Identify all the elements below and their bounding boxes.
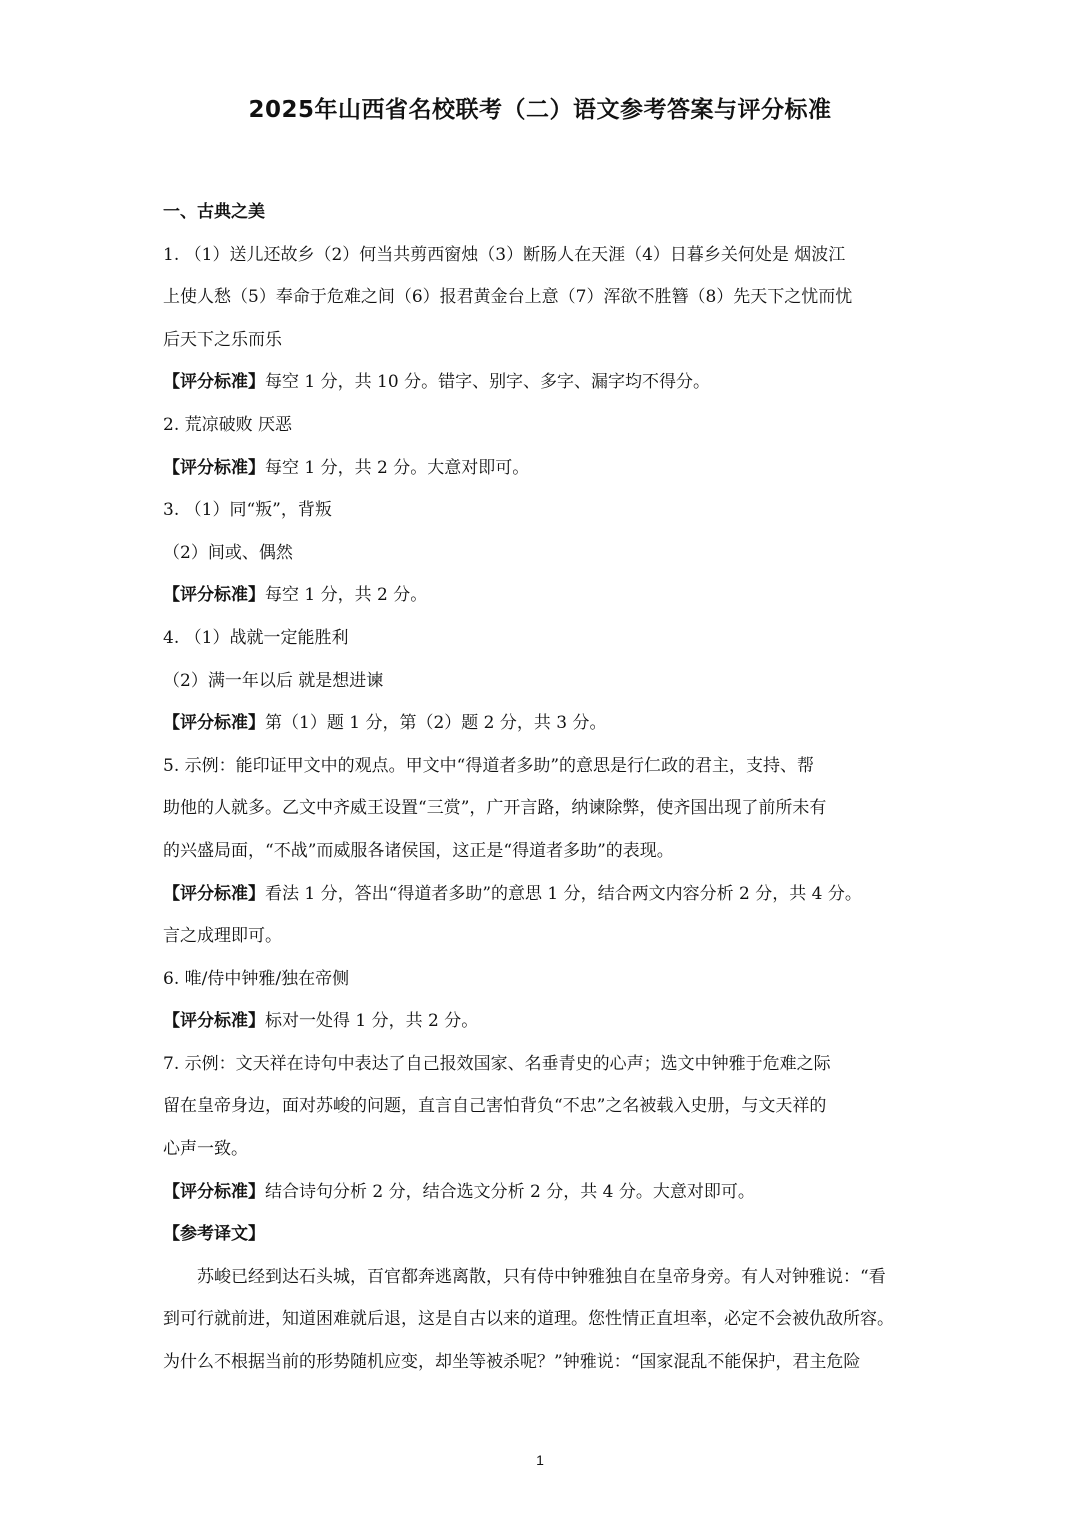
- scoring-text: 看法 1 分，答出“得道者多助”的意思 1 分，结合两文内容分析 2 分，共 4 分。: [265, 883, 862, 904]
- q6-answer: 6. 唯/侍中钟雅/独在帝侧: [163, 968, 350, 989]
- q4-answer-line-2: （2）满一年以后 就是想进谏: [163, 670, 384, 691]
- q5-scoring-criteria: [163, 873, 919, 916]
- q3-scoring-criteria: [163, 574, 919, 617]
- scoring-label: 【评分标准】: [163, 713, 265, 734]
- q7-answer-line-3: 心声一致。: [163, 1139, 248, 1160]
- q5-answer-line-3: 的兴盛局面，“不战”而威服各诸侯国，这正是“得道者多助”的表现。: [163, 840, 674, 861]
- q2-answer: 2. 荒凉破败 厌恶: [163, 414, 293, 435]
- q1-scoring-criteria: [163, 361, 919, 404]
- document-body: [163, 191, 919, 1384]
- scoring-text: 标对一处得 1 分，共 2 分。: [265, 1011, 479, 1032]
- q4-scoring-criteria: [163, 702, 919, 745]
- scoring-label: 【评分标准】: [163, 1181, 265, 1202]
- q5-scoring-criteria-cont: 言之成理即可。: [163, 926, 282, 947]
- q1-answer-line-3: 后天下之乐而乐: [163, 329, 282, 350]
- q7-answer-line-2: 留在皇帝身边，面对苏峻的问题，直言自己害怕背负“不忠”之名被载入史册，与文天祥的: [163, 1096, 827, 1117]
- q5-answer-line-2: 助他的人就多。乙文中齐威王设置“三赏”，广开言路，纳谏除弊，使齐国出现了前所未有: [163, 798, 827, 819]
- q1-answer-line-2: 上使人愁（5）奉命于危难之间（6）报君黄金台上意（7）浑欲不胜簪（8）先天下之忧而忧: [163, 287, 853, 308]
- scoring-label: 【评分标准】: [163, 1011, 265, 1032]
- translation-line-2: 到可行就前进，知道困难就后退，这是自古以来的道理。您性情正直坦率，必定不会被仇敌所容。: [163, 1309, 894, 1330]
- scoring-text: 结合诗句分析 2 分，结合选文分析 2 分，共 4 分。大意对即可。: [265, 1181, 755, 1202]
- q3-answer-line-2: （2）间或、偶然: [163, 542, 293, 563]
- q6-scoring-criteria: [163, 1000, 919, 1043]
- q4-answer-line-1: 4. （1）战就一定能胜利: [163, 627, 349, 648]
- q7-scoring-criteria: [163, 1171, 919, 1214]
- q3-answer-line-1: 3. （1）同“叛”，背叛: [163, 500, 332, 521]
- translation-line-1: 苏峻已经到达石头城，百官都奔逃离散，只有侍中钟雅独自在皇帝身旁。有人对钟雅说：“看: [197, 1266, 886, 1287]
- q5-answer-line-1: 5. 示例：能印证甲文中的观点。甲文中“得道者多助”的意思是行仁政的君主，支持、帮: [163, 755, 815, 776]
- scoring-text: 每空 1 分，共 2 分。大意对即可。: [265, 457, 530, 478]
- document-title: 2025年山西省名校联考（二）语文参考答案与评分标准: [248, 97, 832, 123]
- scoring-text: 每空 1 分，共 2 分。: [265, 585, 428, 606]
- scoring-label: 【评分标准】: [163, 585, 265, 606]
- section-heading-classical: 一、古典之美: [163, 202, 265, 222]
- q2-scoring-criteria: [163, 447, 919, 490]
- translation-heading: 【参考译文】: [163, 1224, 265, 1245]
- scoring-label: 【评分标准】: [163, 372, 265, 393]
- scoring-label: 【评分标准】: [163, 457, 265, 478]
- q7-answer-line-1: 7. 示例：文天祥在诗句中表达了自己报效国家、名垂青史的心声；选文中钟雅于危难之际: [163, 1053, 831, 1074]
- page-number: 1: [536, 1452, 544, 1468]
- scoring-label: 【评分标准】: [163, 883, 265, 904]
- translation-line-3: 为什么不根据当前的形势随机应变，却坐等被杀呢？”钟雅说：“国家混乱不能保护，君主危险: [163, 1352, 861, 1373]
- scoring-text: 每空 1 分，共 10 分。错字、别字、多字、漏字均不得分。: [265, 372, 711, 393]
- scoring-text: 第（1）题 1 分，第（2）题 2 分，共 3 分。: [265, 713, 607, 734]
- q1-answer-line-1: 1. （1）送儿还故乡（2）何当共剪西窗烛（3）断肠人在天涯（4）日暮乡关何处是 烟波江: [163, 244, 846, 265]
